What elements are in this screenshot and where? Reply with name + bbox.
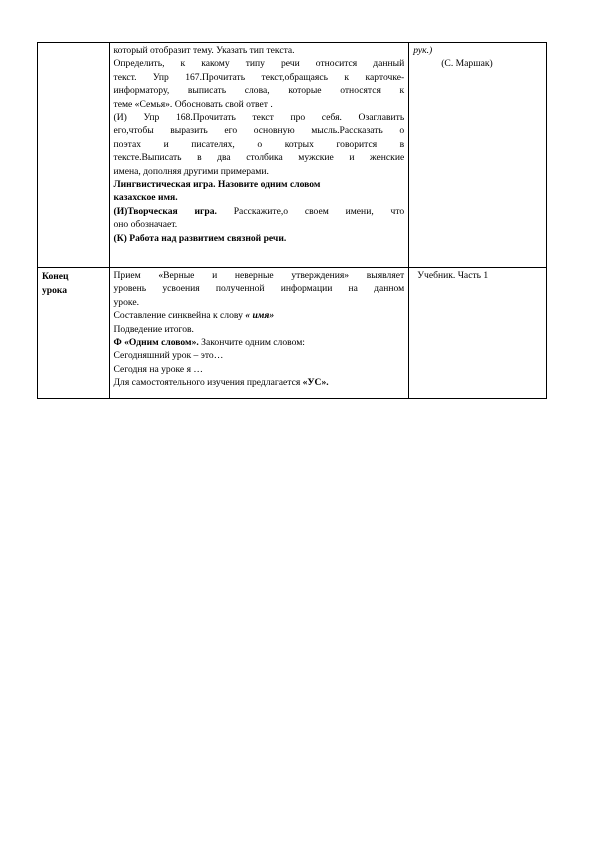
activity-line: Определить, к какому типу речи относится данный bbox=[113, 58, 405, 70]
resource-line: рук.) bbox=[413, 45, 433, 56]
activity-text: Для самостоятельного изучения предлагается bbox=[113, 377, 303, 389]
activity-line: поэтах и писателях, о котрых говорится в bbox=[113, 138, 405, 150]
lesson-plan-table bbox=[37, 42, 547, 399]
activity-cell bbox=[109, 268, 409, 399]
stage-label: Конец bbox=[42, 271, 69, 282]
activity-line bbox=[114, 336, 405, 349]
activity-line: уроке. bbox=[113, 296, 139, 308]
resources-cell bbox=[409, 43, 547, 268]
activity-line: оно обозначает. bbox=[113, 219, 178, 231]
activity-heading: казахское имя. bbox=[113, 192, 178, 204]
activity-cell bbox=[109, 43, 409, 268]
resource-line: Учебник. Часть 1 bbox=[417, 270, 489, 281]
activity-text: Расскажите,о своем имени, что bbox=[216, 205, 405, 217]
activity-line bbox=[114, 309, 405, 322]
activity-text: Составление синквейна к слову bbox=[113, 310, 246, 322]
activity-heading: Лингвистическая игра. Назовите одним словом bbox=[113, 179, 321, 191]
activity-line: имена, дополняя другими примерами. bbox=[113, 165, 269, 177]
activity-line: информатору, выписать слова, которые относятся к bbox=[113, 85, 405, 97]
activity-keyword: « имя» bbox=[245, 310, 275, 322]
activity-line: уровень усвоения полученной информации на данном bbox=[113, 283, 405, 295]
activity-text: Закончите одним словом: bbox=[198, 337, 305, 349]
table-row bbox=[38, 268, 547, 399]
activity-line: Прием «Верные и неверные утверждения» выявляет bbox=[113, 270, 405, 281]
activity-heading: (И)Творческая игра. bbox=[113, 205, 217, 217]
stage-label: урока bbox=[42, 285, 68, 297]
stage-cell bbox=[38, 43, 110, 268]
activity-line: текст. Упр 167.Прочитать текст,обращаясь к карточке- bbox=[113, 71, 405, 83]
activity-line: теме «Семья». Обосновать свой ответ . bbox=[113, 98, 273, 110]
activity-line bbox=[114, 376, 405, 389]
activity-line: его,чтобы выразить его основную мысль.Рассказать о bbox=[113, 125, 405, 137]
activity-line: который отобразит тему. Указать тип текста. bbox=[113, 45, 295, 56]
stage-cell bbox=[38, 268, 110, 399]
activity-line: Сегодняшний урок – это… bbox=[113, 350, 224, 362]
resource-line: (С. Маршак) bbox=[441, 58, 493, 70]
activity-line: (И) Упр 168.Прочитать текст про себя. Озаглавить bbox=[113, 112, 405, 124]
activity-line: Подведение итогов. bbox=[113, 323, 194, 335]
activity-line: Сегодня на уроке я … bbox=[113, 363, 203, 375]
table-row bbox=[38, 43, 547, 268]
activity-line bbox=[114, 205, 405, 218]
activity-line: тексте.Выписать в два столбика мужские и женские bbox=[113, 152, 405, 164]
activity-heading: (К) Работа над развитием связной речи. bbox=[113, 232, 287, 244]
activity-heading: Ф «Одним словом». bbox=[113, 337, 199, 349]
activity-keyword: «УС». bbox=[302, 377, 329, 389]
resources-cell bbox=[409, 268, 547, 399]
